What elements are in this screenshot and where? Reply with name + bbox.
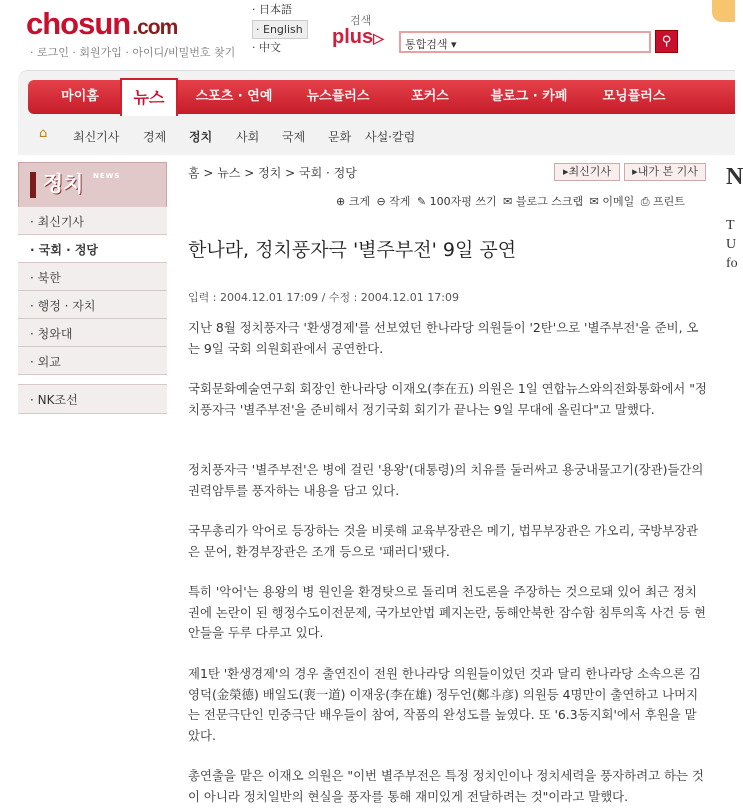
nav-morningplus[interactable]: 모닝플러스	[602, 89, 666, 104]
font-larger-button[interactable]: ⊕ 크게	[336, 195, 370, 208]
article-headline: 한나라, 정치풍자극 '별주부전' 9일 공연	[188, 239, 517, 261]
sub-nav	[28, 121, 735, 149]
article-dateline: 입력 : 2004.12.01 17:09 / 수정 : 2004.12.01 17:09	[188, 291, 459, 304]
nav-blog-cafe[interactable]: 블로그 · 카페	[490, 89, 568, 104]
sidebar-item-bluehouse[interactable]: · 청와대	[18, 319, 167, 347]
search-scope-select[interactable]: 통합검색 ▾	[399, 31, 651, 53]
lang-japanese[interactable]: · 日本語	[252, 3, 292, 16]
article-paragraph: 지난 8월 정치풍자극 '환생경제'를 선보였던 한나라당 의원들이 '2탄'으로 '별주부전'을 준비, 오는 9일 국회 의원회관에서 공연한다.	[188, 320, 699, 356]
sidebar-title-box	[18, 162, 167, 208]
search-button[interactable]	[655, 30, 678, 53]
sidebar-title-tag: NEWS	[93, 172, 121, 180]
font-smaller-button[interactable]: ⊖ 작게	[376, 195, 411, 208]
sidebar-item-assembly[interactable]: · 국회 · 정당	[18, 235, 167, 263]
sidebar-item-nkchosun[interactable]: · NK조선	[18, 384, 167, 414]
print-button[interactable]: ⎙ 프린트	[640, 195, 685, 208]
search-plus-logo: plus▷	[332, 26, 384, 48]
viewed-articles-button[interactable]: ▸내가 본 기사	[624, 163, 706, 181]
home-icon[interactable]: ⌂	[39, 126, 48, 141]
subnav-culture[interactable]: 문화	[328, 130, 352, 144]
lang-english[interactable]: · English	[252, 20, 308, 39]
article-paragraph: 제1탄 '환생경제'의 경우 출연진이 전원 한나라당 의원들이었던 것과 달리 한나라당 소속으론 김영덕(金榮德) 배일도(裵一道) 이재웅(李在雄) 정두언(鄭斗彦) 의원등 4명만이 출연하고 나머지는 전문극단인 민중극단 배우들이 참여, 작품의 완성도를 높였다. 또 '6.3동지회'에서 후원을 맡았다.	[188, 666, 701, 743]
nav-newsplus[interactable]: 뉴스플러스	[306, 89, 370, 104]
subnav-international[interactable]: 국제	[282, 130, 306, 144]
search-label: 검색	[350, 14, 372, 27]
clipped-text: fo	[726, 256, 738, 271]
clipped-text: T	[726, 218, 735, 233]
language-menu	[252, 1, 308, 58]
sidebar-item-northkorea[interactable]: · 북한	[18, 263, 167, 291]
article-paragraph: 국무총리가 악어로 등장하는 것을 비롯해 교육부장관은 메기, 법무부장관은 가오리, 국방부장관은 문어, 환경부장관은 조개 등으로 '패러디'됐다.	[188, 523, 699, 559]
comment-button[interactable]: ✎ 100자평 쓰기	[416, 195, 497, 208]
subnav-politics[interactable]: 정치	[189, 130, 213, 144]
article-paragraph: 정치풍자극 '별주부전'은 병에 걸린 '용왕'(대통령)의 치유를 둘러싸고 용궁내물고기(장관)들간의 권력암투를 풍자하는 내용을 담고 있다.	[188, 462, 704, 498]
article-toolbar	[336, 193, 688, 209]
nav-myhome[interactable]: 마이홈	[61, 89, 99, 104]
corner-decoration	[712, 0, 735, 22]
article-paragraph: 국회문화예술연구회 회장인 한나라당 이재오(李在五) 의원은 1일 연합뉴스와의전화통화에서 "정치풍자극 '별주부전'을 준비해서 정기국회 회기가 끝나는 9일 무대에 올린다"고 말했다.	[188, 381, 707, 417]
sidebar-title: 정치	[43, 172, 84, 196]
sidebar-item-diplomacy[interactable]: · 외교	[18, 347, 167, 375]
email-button[interactable]: ✉ 이메일	[589, 195, 635, 208]
sidebar-item-latest[interactable]: · 최신기사	[18, 207, 167, 235]
nav-sports-entertainment[interactable]: 스포츠 · 연예	[195, 89, 273, 104]
member-links[interactable]: · 로그인 · 회원가입 · 아이디/비밀번호 찾기	[30, 46, 236, 59]
subnav-editorial[interactable]: 사설·칼럼	[365, 130, 416, 144]
breadcrumb[interactable]: 홈 > 뉴스 > 정치 > 국회 · 정당	[188, 166, 357, 180]
latest-articles-button[interactable]: ▸최신기사	[554, 163, 620, 181]
right-column-clipped	[726, 164, 743, 273]
clipped-heading: N	[726, 164, 743, 190]
sidebar-title-bar	[30, 172, 36, 198]
subnav-economy[interactable]: 경제	[143, 130, 167, 144]
search-icon: ⚲	[661, 34, 672, 49]
nav-focus[interactable]: 포커스	[411, 89, 449, 104]
subnav-latest[interactable]: 최신기사	[73, 130, 120, 144]
article-paragraph: 총연출을 맡은 이재오 의원은 "이번 별주부전은 특정 정치인이나 정치세력을 풍자하려고 하는 것이 아니라 정치일반의 현실을 풍자를 통해 재미있게 전달하려는 것"이라고 말했다.	[188, 768, 704, 804]
clipped-text: U	[726, 237, 737, 252]
nav-news[interactable]: 뉴스	[120, 78, 178, 116]
article-paragraph: 특히 '악어'는 용왕의 병 원인을 환경탓으로 돌리며 천도론을 주장하는 것으로돼 있어 최근 정치권에 논란이 된 행정수도이전문제, 국가보안법 폐지논란, 동해안북한 잠수함 침투의혹 사건 등 현안들을 두루 다루고 있다.	[188, 584, 707, 640]
site-logo[interactable]: chosun.com	[26, 6, 178, 41]
blog-scrap-button[interactable]: ✉ 블로그 스크랩	[503, 195, 584, 208]
subnav-society[interactable]: 사회	[236, 130, 260, 144]
sidebar-item-administration[interactable]: · 행정 · 자치	[18, 291, 167, 319]
lang-chinese[interactable]: · 中文	[252, 41, 281, 54]
